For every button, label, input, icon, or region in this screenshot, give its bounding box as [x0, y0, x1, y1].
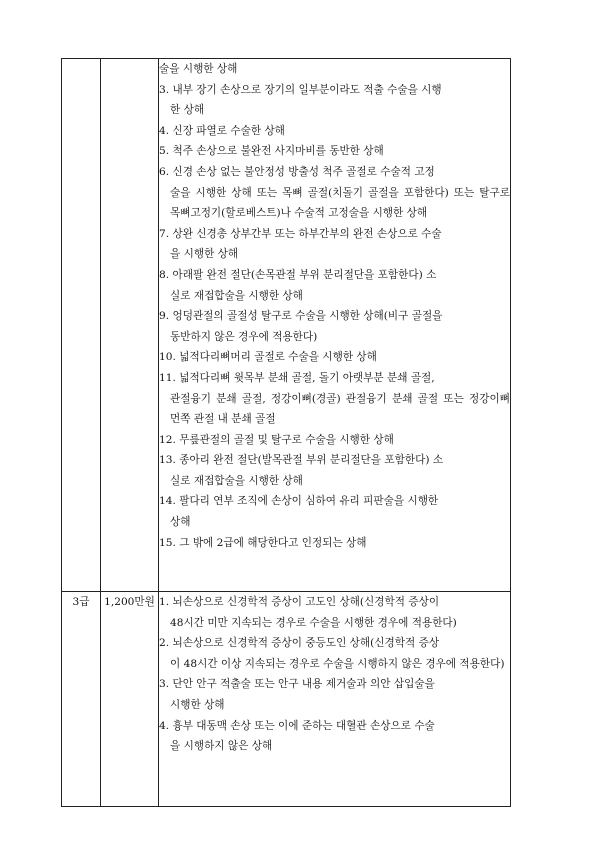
amount-cell — [101, 59, 159, 592]
item-first-line: 13. 종아리 완전 절단(발목관절 부위 분리절단을 포함한다) 소 — [159, 454, 444, 467]
list-item — [159, 491, 510, 532]
item-first-line: 11. 넓적다리뼈 윗목부 분쇄 골절, 돌기 아랫부분 분쇄 골절, — [159, 371, 435, 384]
item-continuation: 한 상해 — [170, 104, 205, 117]
injury-grade-table — [61, 58, 511, 807]
item-first-line: 2. 뇌손상으로 신경학적 증상이 중등도인 상해(신경학적 증상 — [159, 637, 440, 650]
table-row — [62, 59, 511, 592]
item-first-line: 3. 단안 안구 적출술 또는 안구 내용 제거술과 의안 삽입술을 — [159, 678, 435, 691]
item-first-line: 6. 신경 손상 없는 불안정성 방출성 척주 골절로 수술적 고정 — [159, 165, 435, 178]
list-item — [159, 347, 510, 368]
list-item — [159, 592, 510, 633]
item-first-line: 3. 내부 장기 손상으로 장기의 일부분이라도 적출 수술을 시행 — [159, 83, 442, 96]
item-first-line: 14. 팔다리 연부 조직에 손상이 심하여 유리 피판술을 시행한 — [159, 495, 439, 508]
item-first-line: 4. 신장 파열로 수술한 상해 — [159, 124, 285, 137]
item-continuation: 동반하지 않은 경우에 적용한다) — [170, 330, 318, 343]
item-first-line: 8. 아래팔 완전 절단(손목관절 부위 분리절단을 포함한다) 소 — [159, 268, 437, 281]
item-continuation: 실로 재접합술을 시행한 상해 — [170, 289, 303, 302]
list-item — [159, 674, 510, 715]
item-continuation: 실로 재접합술을 시행한 상해 — [170, 474, 303, 487]
injury-description-cell — [159, 592, 511, 807]
list-item — [159, 224, 510, 265]
item-first-line: 1. 뇌손상으로 신경학적 증상이 고도인 상해(신경학적 증상이 — [159, 596, 440, 608]
list-item — [159, 265, 510, 306]
item-first-line: 7. 상완 신경총 상부간부 또는 하부간부의 완전 손상으로 수술 — [159, 227, 442, 240]
item-continuation: 을 시행하지 않은 상해 — [170, 740, 273, 753]
item-first-line: 4. 흉부 대동맥 손상 또는 이에 준하는 대혈관 손상으로 수술 — [159, 719, 435, 732]
list-item — [159, 162, 510, 224]
item-continuation: 48시간 미만 지속되는 경우로 수술을 시행한 경우에 적용한다) — [170, 616, 457, 629]
list-item — [159, 450, 510, 491]
item-continuation: 술을 시행한 상해 또는 목뼈 골절(치돌기 골절을 포함한다) 또는 탈구로 목뼈고정기(할로베스트)나 수술적 고정술을 시행한 상해 — [170, 186, 510, 220]
list-item — [159, 716, 510, 757]
list-item — [159, 368, 510, 430]
grade-cell: 3급 — [62, 592, 101, 807]
item-first-line: 9. 엉덩관절의 골절성 탈구로 수술을 시행한 상해(비구 골절을 — [159, 310, 443, 323]
item-continuation: 상해 — [170, 516, 191, 529]
injury-list — [159, 592, 510, 757]
item-continuation: 을 시행한 상해 — [170, 248, 239, 261]
item-first-line: 15. 그 밖에 2급에 해당한다고 인정되는 상해 — [159, 536, 367, 549]
list-item — [159, 141, 510, 162]
item-first-line: 12. 무릎관절의 골절 및 탈구로 수술을 시행한 상해 — [159, 433, 394, 446]
list-item — [159, 80, 510, 121]
injury-description-cell — [159, 59, 511, 592]
list-item — [159, 430, 510, 451]
list-item — [159, 633, 510, 674]
item-continuation: 술을 시행한 상해 — [159, 63, 238, 75]
table-row — [62, 592, 511, 807]
item-first-line: 5. 척주 손상으로 불완전 사지마비를 동반한 상해 — [159, 145, 384, 158]
list-item — [159, 306, 510, 347]
grade-cell — [62, 59, 101, 592]
list-item — [159, 59, 510, 80]
item-continuation: 시행한 상해 — [170, 698, 225, 711]
item-first-line: 10. 넓적다리뼈머리 골절로 수술을 시행한 상해 — [159, 351, 377, 364]
item-continuation: 관절융기 분쇄 골절, 정강이뼈(경골) 관절융기 분쇄 골절 또는 정강이뼈 먼쪽 관절 내 분쇄 골절 — [170, 392, 510, 426]
amount-cell: 1,200만원 — [101, 592, 159, 807]
item-continuation: 이 48시간 이상 지속되는 경우로 수술을 시행하지 않은 경우에 적용한다) — [170, 657, 505, 670]
list-item — [159, 121, 510, 142]
list-item — [159, 533, 510, 554]
injury-list — [159, 59, 510, 553]
